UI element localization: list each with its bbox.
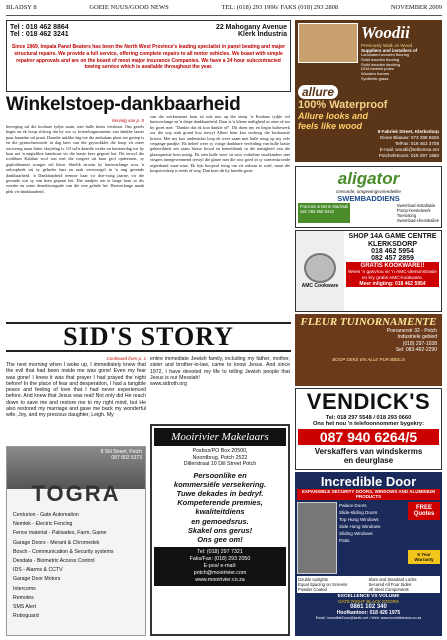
togra-service-item: Roboguard	[13, 613, 39, 620]
mooirivier-logo: Mooirivier Makelaars	[154, 428, 286, 446]
fleur-ad	[295, 314, 442, 386]
ad-address-1: 22 Mahogany Avenue	[215, 24, 287, 31]
cookware-image	[304, 253, 336, 283]
article-title: Winkelstoep-dankbaarheid	[6, 94, 241, 115]
allure-waterproof: 100% Waterproof	[298, 98, 388, 111]
togra-service-item: IDS - Alarms & CCTV	[13, 567, 63, 574]
aligator-ad	[295, 166, 442, 228]
incredible-excellence: EXCELLENCE VS VOLUME	[337, 593, 400, 599]
fleur-tel: (018) 297-1038	[402, 340, 437, 347]
mooirivier-email: potch@mooirivier.com	[193, 570, 247, 577]
incredible-logo: Incredible Door	[320, 474, 417, 489]
woodii-tagline: Previously Walk on Wood	[361, 43, 413, 48]
panel-beaters-ad	[6, 20, 291, 92]
togra-ad	[6, 446, 146, 636]
incredible-feature: Slam and Standard Locks	[368, 576, 417, 582]
incredible-item: Top Hung Windows	[339, 516, 379, 522]
continued-note: Vervolg van p. 5	[111, 118, 144, 123]
vendicks-ad	[295, 388, 442, 470]
page-number: BLADSY 8	[6, 4, 37, 11]
amc-logo: AMC Cookware	[301, 283, 339, 289]
togra-service-item: Nemtek - Electric Fencing	[13, 521, 73, 528]
vendicks-sub-1: Verskaffers van windskerms	[314, 447, 423, 456]
togra-service-item: Intercoms	[13, 585, 36, 592]
sid-story-title: SID'S STORY	[63, 322, 234, 351]
ad-address-2: Klerk Industria	[237, 31, 287, 38]
woodii-item: Solid wooden flooring	[361, 56, 400, 62]
aligator-item: Pomp-herstelwerk	[396, 208, 431, 213]
aligator-sub: Gesonde, omgewingsvriendelike	[335, 189, 402, 194]
fleur-area: Industriele gebied	[397, 334, 437, 341]
mooirivier-email-label: E-pos/ e-mail:	[203, 563, 237, 570]
slogan-line: en gemoedsrus.	[191, 516, 249, 526]
mooirivier-address: Ditlerstraat 10 Dill Street Potch	[183, 461, 257, 467]
sid-column-1: The next morning when I woke up, I immediately knew that the evil that had been inside me was gone! Even my fear was gone! I knew it was that prayer I had prayed the night before! In the place of fear and desperation, I had a tangible peace and feeling of love that I had never experienced before. And knew that Jesus was real! Not only did He reach down to save me and restore me to my right mind, but He also restored my marriage and gave me back my wonderful wife, Joy, and my precious daughter, Leigh. My	[6, 362, 146, 419]
woodii-item: Wooden homes	[361, 71, 389, 77]
incredible-feature: Powder Coated	[298, 586, 327, 592]
page-header	[6, 4, 442, 16]
incredible-items	[339, 502, 406, 574]
aligator-logo: aligator	[337, 169, 400, 188]
aligator-items	[397, 203, 439, 223]
slogan-line: kwaliteitdiens	[195, 507, 245, 517]
togra-service-item: Remotes	[13, 594, 34, 601]
incredible-item: Patio	[339, 537, 350, 543]
incredible-tel: 0861 102 340	[350, 603, 387, 610]
incredible-item: Palace Doors	[339, 502, 367, 508]
aligator-item: Swembad-chemikalieë	[396, 218, 439, 223]
woodii-logo: Woodii	[361, 23, 410, 42]
amc-ad	[295, 230, 442, 312]
paper-name: GOEIE NUUS/GOOD NEWS	[89, 4, 169, 11]
aligator-cell: Sel: 083 960 8442	[300, 209, 334, 214]
ad-tel-1: Tel : 018 462 8864	[10, 24, 69, 31]
incredible-feature: Secured All Four Sides	[368, 581, 412, 587]
amc-free: GRATIS KOOKWARE!!	[346, 262, 439, 270]
allure-address: 9 Fabriek Street, Klerksdorp	[377, 129, 439, 134]
free-quotes-badge: FREE Quotes	[408, 502, 440, 520]
vendicks-logo: VENDICK'S	[306, 389, 431, 414]
incredible-feature: Double Uprights	[298, 576, 329, 582]
allure-potch: Potchefstroom: 018 297 1850	[378, 153, 439, 158]
togra-service-item: Garage Door Motors	[13, 576, 61, 583]
woodii-item: Synthetic grass	[361, 75, 389, 81]
amc-tel-1: 018 462 5954	[371, 248, 414, 256]
allure-email: E-mail: woodii@telkomsa.net	[379, 147, 439, 152]
article-column-2: van die werksmense kom sit ook nou op die stoep. 'n Kosbare tydjie vol hartsverlange en 'n diepe dankbaarheid. Daar is 'n kliene natligheid in onse oë toe hy groet met: "Dankie dat ek kon dankie sê". Dit doen my en begin hulsewerk oor die oop stuk grond koo terwyl Albert hom koo omhoog die kosbaarste kristor. Met my koo onderstobo loop ek weer saam met hulle terug op my vele vergange paadjie. Ek beleef weer sy vorige dankbare verleiding van hulle laaste gebereihbeit om saam hierse brood en hemeldrank in die nuttigheid van die plaasspatiste hom nuttig. Ek sien hulle weer sit soos vorheline stoolkinders met vingers innegevrennend terwyl die glaste met die rooi goed in sy sonverskroeide regterhand waai-waai. Ek kyk hoopvol terug om vir ouboas te wuif, maar die kospotrosleep is reeds af weg. Dan kom dit by hierdie groet.	[150, 114, 290, 174]
aligator-item: Swembad-installasie	[396, 203, 436, 208]
incredible-item: Sliding Windows	[339, 530, 373, 536]
woodii-line1: Suppliers and installers of	[361, 48, 418, 53]
togra-service-item: Centurion - Gate Automation	[13, 512, 79, 518]
allure-tel: TelFax: 018 462 3708	[394, 141, 439, 146]
ad-body: Since 1969, Impala Panel Beaters has been the North West Province's leading specialist in panel beating and major structural repairs. We provide a full service, offering complete repairs to all motor vehicles. We boast with simple repairer approvals and are on the board of most major insurance Companies. We have a 24 hour subcontracted towing service which is available throughout the year.	[11, 44, 286, 71]
woodii-items	[361, 53, 417, 82]
vendicks-tel: Tel: 018 297 5548 / 018 293 0660	[325, 415, 412, 421]
togra-logo: TOGRA	[31, 481, 121, 506]
incredible-feature: All Steel Components	[368, 586, 409, 592]
incredible-item: Side Hung Windows	[339, 523, 381, 529]
floor-image	[298, 23, 358, 63]
amc-line: Wees 'n gasvrou vir 'n AMC-demonstrasie en kry gratis AMC-kookware.	[346, 270, 439, 281]
slogan-line: Tuwe dekades in bedryf.	[176, 488, 264, 498]
ad-tel-2: Tel : 018 462 3241	[10, 31, 69, 38]
allure-logo: allure	[298, 85, 338, 99]
woodii-item: Solid wooden decking	[361, 61, 400, 67]
aligator-item: Toerusting	[396, 213, 417, 218]
sid-column-2	[150, 356, 290, 420]
mooirivier-noord: Noordbrug, Potch 2522	[192, 454, 248, 461]
incredible-sub: EXPANSIBLE SECURITY DOORS, WINDOWS AND ALUMINIUM PRODUCTS	[297, 489, 440, 500]
vendicks-number: 087 940 6264/5	[298, 429, 439, 445]
allure-line: Allure looks and feels like wood	[298, 110, 369, 131]
paper-contact: TEL: (018) 293 1996/ FAKS (018) 293 2808	[221, 4, 339, 11]
togra-service-item: Garage Doors - Merant & Chromedek	[13, 539, 100, 546]
allure-contact: Dione Blaauw: 073 298 5506	[380, 135, 439, 140]
mooirivier-contact	[154, 547, 286, 586]
aligator-contact: Francois & Berte Marshall	[300, 204, 349, 209]
warranty-badge: 5 Year Warranty	[408, 550, 440, 564]
vendicks-line: Ons het nou 'n telefoonnommer bygekry:	[312, 421, 424, 427]
slogan-line: Ons gee om!	[197, 534, 243, 544]
incredible-feature: Equal Spacing on Screens	[298, 581, 348, 587]
sid-url[interactable]: www.sidroth.org	[150, 381, 187, 388]
slogan-line: Kompeterende premies,	[177, 498, 263, 508]
mooirivier-tel: Tel: (018) 297 7321	[197, 549, 243, 556]
woodii-item: Laminated wooden flooring	[361, 52, 410, 57]
togra-service-item: Dexdata - Biometric Access Control	[13, 558, 95, 565]
slogan-line: Persoonlike en	[193, 470, 247, 480]
togra-address: 8 Stil Street, Potch	[100, 449, 142, 455]
amc-tel-2: 082 457 2859	[371, 255, 414, 263]
togra-tel: 087 802 5373	[111, 455, 142, 461]
togra-service-item: SMS Alert	[13, 604, 37, 611]
sid-body-2: entire immediate Jewish family, including my father, mother, sister and brother-in-law, came to know Jesus. And since 1972, I have devoted my life to telling Jewish people that Jesus is our Messiah!	[150, 356, 290, 381]
security-door-image	[297, 502, 337, 574]
mooirivier-pobox: Posbus/PO Box 20500,	[192, 448, 248, 454]
woodii-ad	[295, 20, 442, 162]
vendicks-sub-2: en deurglase	[343, 456, 394, 465]
amc-more: Meer inligting: 018 462 5954	[346, 281, 439, 287]
article-column-1: beweging sal die koobare tydjie saam, met hulle kerns verskuur. Ons gesels begin en ek hoop stilweg dat hy oor sy krieselsagmoments van dankbe laasie paar fraandae sal praat. Daardie aaklike dag toe die ambulans plaas toe gesiep is en die pyntoolsmoorde in dag later van die grysrokkler die hoop vir meer oorwerng maar bitter skrylelng is. Of sal'n daardie wreke en hartseerdag toe hy haar net 'n nagtelikse handwasi vir die laaste keer gegroei het. Dit terwyl die rooiblum Kalahar sool wat met die toegoei uit haar grof opdeeruen, sy geploldeunset wonger wil kleur. Skielik strooin hy hartsvarlange soos 'n onloopbrek uit sy gebreke hart en raak verstorogel in 'n ong gesende dankbaarheid. 'n Dankbaarheid teenoor haar vir drie-varig jaarne, vir die gesonde wat sy van hom gepraat het. Die tandjies om te lange hom so dis wreeke en some deurdrizongsale van die wee gelade het. Hartverlange maak plek vir dankbaarheid.	[6, 124, 144, 194]
togra-service-item: Bosch - Communication & Security systems	[13, 548, 114, 555]
incredible-email: Email: IncredibleDoor@lantic.net • Web: www.incredibledoor.co.za	[315, 615, 422, 620]
incredible-head-office: Hoofkantoor: 018 426 1975	[336, 609, 401, 616]
incredible-door-ad	[295, 472, 442, 636]
paper-date: NOVEMBER 2009	[390, 4, 442, 11]
amc-shop: SHOP 14A GAME CENTRE KLERKSDORP	[348, 233, 437, 248]
mooirivier-fax: Faks/Fax: (018) 293 2050	[189, 556, 251, 563]
togra-services	[7, 507, 145, 625]
mooirivier-slogan	[154, 471, 286, 545]
mooirivier-web: www.mooirivier.co.za	[195, 577, 245, 584]
slogan-line: Skakel ons gerus!	[187, 525, 253, 535]
fleur-tag: BOOP DEKE EN ALLE PUR BBELS	[332, 357, 405, 363]
sid-continued: Continued from p. 1	[106, 356, 146, 361]
sid-story-banner	[6, 322, 291, 352]
incredible-item: Slide-sliding Doors	[339, 509, 378, 515]
woodii-item: DOA treated poles	[361, 66, 394, 72]
incredible-features	[297, 576, 440, 593]
aligator-service: SWEMBADDIENS	[337, 194, 400, 203]
mooirivier-ad	[150, 424, 290, 636]
fleur-cell: Sel: 083-462-2290	[395, 346, 437, 353]
fleur-address: Poeranerstr 32 - Potch	[386, 328, 437, 334]
fleur-logo: FLEUR TUINORNAMENTE	[300, 316, 437, 328]
incredible-gate: GATE RIGHT BLACK DOORS	[338, 598, 399, 604]
togra-service-item: Fence material - Palisades, Farm, Game	[13, 530, 107, 537]
slogan-line: kommersiële versekering.	[173, 479, 267, 489]
